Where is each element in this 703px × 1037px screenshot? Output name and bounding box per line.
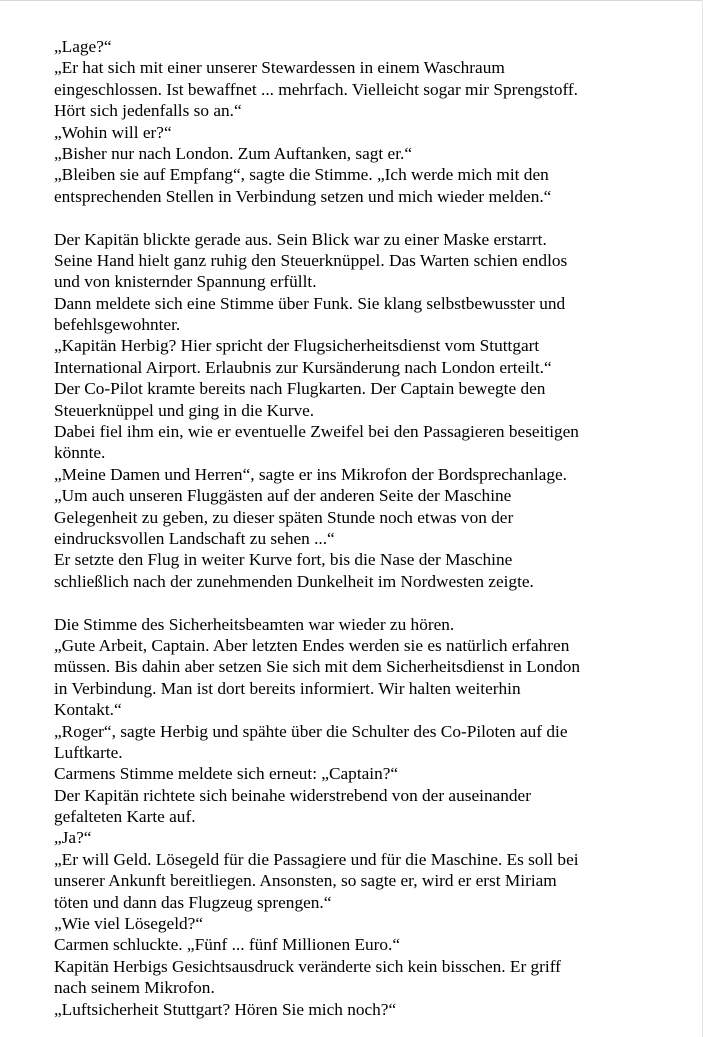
- text-line: Steuerknüppel und ging in die Kurve.: [54, 400, 315, 420]
- text-line: Seine Hand hielt ganz ruhig den Steuerknüppel. Das Warten schien endlos: [54, 250, 568, 270]
- text-line: könnte.: [54, 443, 106, 463]
- text-line: „Wohin will er?“: [54, 122, 172, 142]
- text-line: töten und dann das Flugzeug sprengen.“: [54, 892, 332, 912]
- text-line: gefalteten Karte auf.: [54, 807, 196, 827]
- text-line: Dabei fiel ihm ein, wie er eventuelle Zweifel bei den Passagieren beseitigen: [54, 422, 579, 442]
- text-line: Dann meldete sich eine Stimme über Funk. Sie klang selbstbewusster und: [54, 293, 566, 313]
- text-line: Der Co-Pilot kramte bereits nach Flugkarten. Der Captain bewegte den: [54, 379, 546, 399]
- text-line: und von knisternder Spannung erfüllt.: [54, 272, 317, 292]
- paragraph: [54, 229, 694, 593]
- text-line: müssen. Bis dahin aber setzen Sie sich mit dem Sicherheitsdienst in London: [54, 657, 581, 677]
- paragraph: [54, 614, 694, 1020]
- text-line: „Gute Arbeit, Captain. Aber letzten Endes werden sie es natürlich erfahren: [54, 635, 570, 655]
- text-line: unserer Ankunft bereitliegen. Ansonsten, so sagte er, wird er erst Miriam: [54, 871, 557, 891]
- text-line: „Kapitän Herbig? Hier spricht der Flugsicherheitsdienst vom Stuttgart: [54, 336, 540, 356]
- text-line: „Bisher nur nach London. Zum Auftanken, sagt er.“: [54, 143, 413, 163]
- text-line: International Airport. Erlaubnis zur Kursänderung nach London erteilt.“: [54, 357, 552, 377]
- text-line: entsprechenden Stellen in Verbindung setzen und mich wieder melden.“: [54, 186, 552, 206]
- text-line: in Verbindung. Man ist dort bereits informiert. Wir halten weiterhin: [54, 678, 521, 698]
- text-line: „Luftsicherheit Stuttgart? Hören Sie mich noch?“: [54, 999, 397, 1019]
- text-line: „Bleiben sie auf Empfang“, sagte die Stimme. „Ich werde mich mit den: [54, 165, 549, 185]
- text-line: Er setzte den Flug in weiter Kurve fort, bis die Nase der Maschine: [54, 550, 513, 570]
- text-line: Kapitän Herbigs Gesichtsausdruck veränderte sich kein bisschen. Er griff: [54, 956, 561, 976]
- text-line: befehlsgewohnter.: [54, 315, 181, 335]
- text-line: „Lage?“: [54, 37, 112, 56]
- text-line: Gelegenheit zu geben, zu dieser späten Stunde noch etwas von der: [54, 507, 514, 527]
- text-line: eindrucksvollen Landschaft zu sehen ...“: [54, 528, 335, 548]
- text-line: Hört sich jedenfalls so an.“: [54, 101, 242, 121]
- text-line: „Meine Damen und Herren“, sagte er ins Mikrofon der Bordsprechanlage.: [54, 464, 567, 484]
- text-line: Kontakt.“: [54, 700, 122, 720]
- text-line: Der Kapitän blickte gerade aus. Sein Blick war zu einer Maske erstarrt.: [54, 229, 547, 249]
- text-line: Luftkarte.: [54, 742, 123, 762]
- text-line: Der Kapitän richtete sich beinahe widerstrebend von der auseinander: [54, 785, 531, 805]
- text-line: „Er hat sich mit einer unserer Stewardessen in einem Waschraum: [54, 58, 505, 78]
- text-line: „Er will Geld. Lösegeld für die Passagiere und für die Maschine. Es soll bei: [54, 849, 579, 869]
- paragraph-spacer: [54, 207, 694, 228]
- text-line: „Roger“, sagte Herbig und spähte über die Schulter des Co-Piloten auf die: [54, 721, 568, 741]
- text-line: schließlich nach der zunehmenden Dunkelheit im Nordwesten zeigte.: [54, 571, 534, 591]
- text-line: eingeschlossen. Ist bewaffnet ... mehrfach. Vielleicht sogar mir Sprengstoff.: [54, 79, 578, 99]
- text-line: Die Stimme des Sicherheitsbeamten war wieder zu hören.: [54, 614, 455, 634]
- paragraph: [54, 36, 694, 207]
- text-line: nach seinem Mikrofon.: [54, 978, 215, 998]
- document-text: [54, 36, 694, 1020]
- page-top-border: [0, 0, 703, 1]
- paragraph-spacer: [54, 592, 694, 613]
- text-line: Carmen schluckte. „Fünf ... fünf Millionen Euro.“: [54, 935, 401, 955]
- text-line: Carmens Stimme meldete sich erneut: „Captain?“: [54, 764, 399, 784]
- text-line: „Ja?“: [54, 828, 92, 848]
- text-line: „Wie viel Lösegeld?“: [54, 914, 203, 934]
- text-line: „Um auch unseren Fluggästen auf der anderen Seite der Maschine: [54, 486, 512, 506]
